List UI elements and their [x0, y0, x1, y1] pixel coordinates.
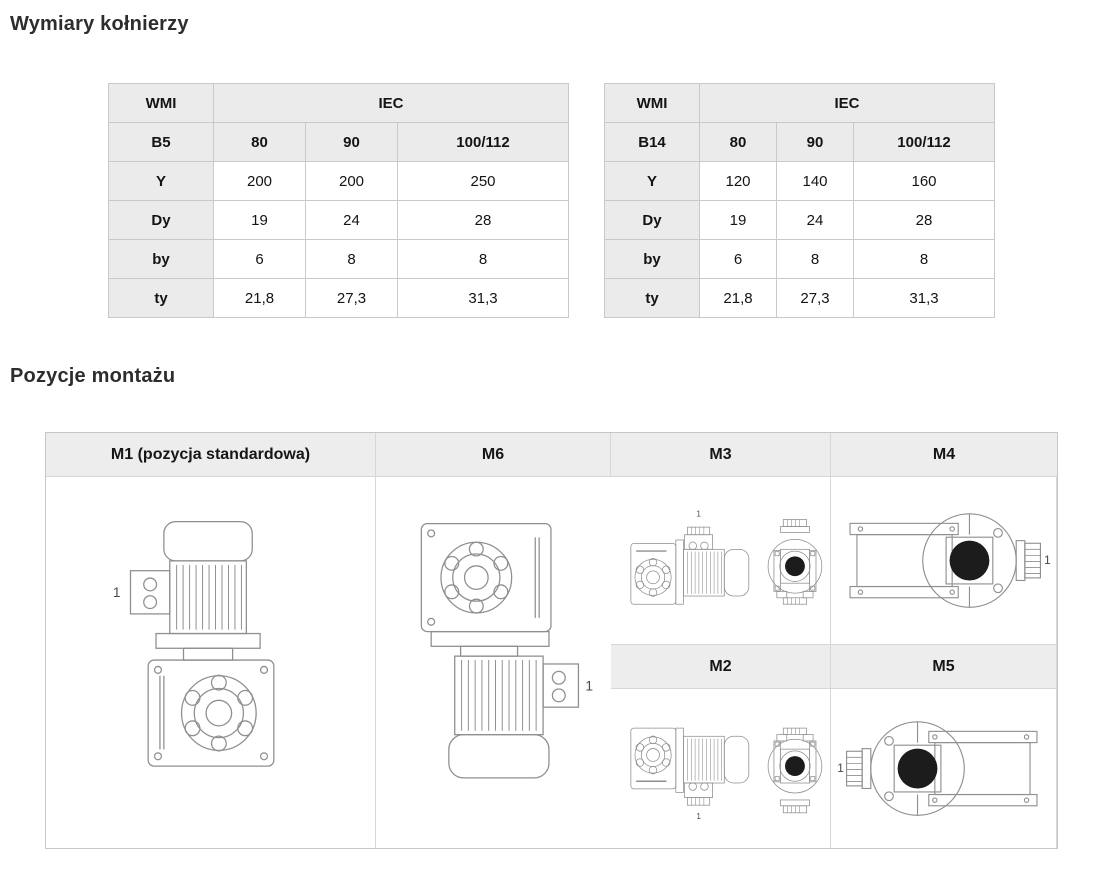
table-row — [605, 201, 995, 240]
row-label: Y — [109, 162, 214, 201]
gearmotor-m1-drawing — [611, 478, 830, 644]
value-cell: 250 — [398, 162, 569, 201]
value-cell: 31,3 — [398, 279, 569, 318]
value-cell: 160 — [854, 162, 995, 201]
table-row — [605, 240, 995, 279]
row-label: Dy — [605, 201, 700, 240]
table-row — [109, 279, 569, 318]
callout-1: 1 — [1043, 552, 1051, 567]
position-header-m4: M4 — [831, 433, 1057, 477]
section-title-flange-dimensions: Wymiary kołnierzy — [10, 13, 189, 35]
value-cell: 140 — [777, 162, 854, 201]
value-cell: 21,8 — [700, 279, 777, 318]
section-title-mounting-positions: Pozycje montażu — [10, 365, 176, 387]
gearmotor-m5-drawing — [831, 694, 1056, 844]
value-cell: 19 — [700, 201, 777, 240]
value-cell: 28 — [854, 201, 995, 240]
table-row — [605, 162, 995, 201]
gearmotor-m3-drawing — [103, 498, 319, 828]
value-cell: 8 — [398, 240, 569, 279]
flange-tables-row — [108, 83, 995, 318]
gearmotor-m2-drawing — [611, 691, 830, 847]
corner-cell: WMI — [109, 84, 214, 123]
type-cell: B5 — [109, 123, 214, 162]
row-label: by — [109, 240, 214, 279]
value-cell: 28 — [398, 201, 569, 240]
position-cell-m1 — [611, 477, 831, 645]
position-cell-m3 — [46, 477, 376, 848]
row-label: Y — [605, 162, 700, 201]
value-cell: 6 — [214, 240, 306, 279]
value-cell: 6 — [700, 240, 777, 279]
position-header-m1: M1 (pozycja standardowa) — [46, 433, 376, 477]
column-header: 90 — [306, 123, 398, 162]
corner-cell: WMI — [605, 84, 700, 123]
position-cell-m4 — [376, 477, 611, 848]
column-header: 90 — [777, 123, 854, 162]
position-cell-m6 — [831, 477, 1057, 645]
row-label: by — [605, 240, 700, 279]
row-label: ty — [605, 279, 700, 318]
table-row — [605, 84, 995, 123]
position-header-m2: M2 — [611, 645, 831, 689]
value-cell: 200 — [306, 162, 398, 201]
value-cell: 8 — [854, 240, 995, 279]
table-row — [605, 279, 995, 318]
table-row — [109, 240, 569, 279]
column-header: 100/112 — [854, 123, 995, 162]
position-cell-m5 — [831, 689, 1057, 848]
gearmotor-m4-drawing — [386, 498, 602, 828]
group-header-cell: IEC — [700, 84, 995, 123]
value-cell: 24 — [306, 201, 398, 240]
value-cell: 24 — [777, 201, 854, 240]
value-cell: 19 — [214, 201, 306, 240]
value-cell: 21,8 — [214, 279, 306, 318]
column-header: 80 — [700, 123, 777, 162]
callout-1: 1 — [837, 760, 844, 775]
value-cell: 8 — [777, 240, 854, 279]
mounting-positions-table — [45, 432, 1058, 849]
value-cell: 31,3 — [854, 279, 995, 318]
value-cell: 120 — [700, 162, 777, 201]
flange-table-b14 — [604, 83, 995, 318]
position-header-m3: M3 — [611, 433, 831, 477]
group-header-cell: IEC — [214, 84, 569, 123]
value-cell: 27,3 — [777, 279, 854, 318]
table-row — [109, 123, 569, 162]
table-row — [605, 123, 995, 162]
gearmotor-m6-drawing — [831, 486, 1056, 636]
table-row — [109, 162, 569, 201]
callout-1: 1 — [112, 584, 121, 600]
table-row — [109, 201, 569, 240]
type-cell: B14 — [605, 123, 700, 162]
callout-1: 1 — [696, 811, 701, 821]
position-header-m5: M5 — [831, 645, 1057, 689]
row-label: Dy — [109, 201, 214, 240]
value-cell: 8 — [306, 240, 398, 279]
position-header-m6: M6 — [376, 433, 611, 477]
row-label: ty — [109, 279, 214, 318]
value-cell: 200 — [214, 162, 306, 201]
callout-1: 1 — [696, 509, 701, 519]
position-cell-m2 — [611, 689, 831, 848]
flange-table-b5 — [108, 83, 569, 318]
table-row — [109, 84, 569, 123]
column-header: 80 — [214, 123, 306, 162]
callout-1: 1 — [584, 677, 593, 693]
column-header: 100/112 — [398, 123, 569, 162]
value-cell: 27,3 — [306, 279, 398, 318]
